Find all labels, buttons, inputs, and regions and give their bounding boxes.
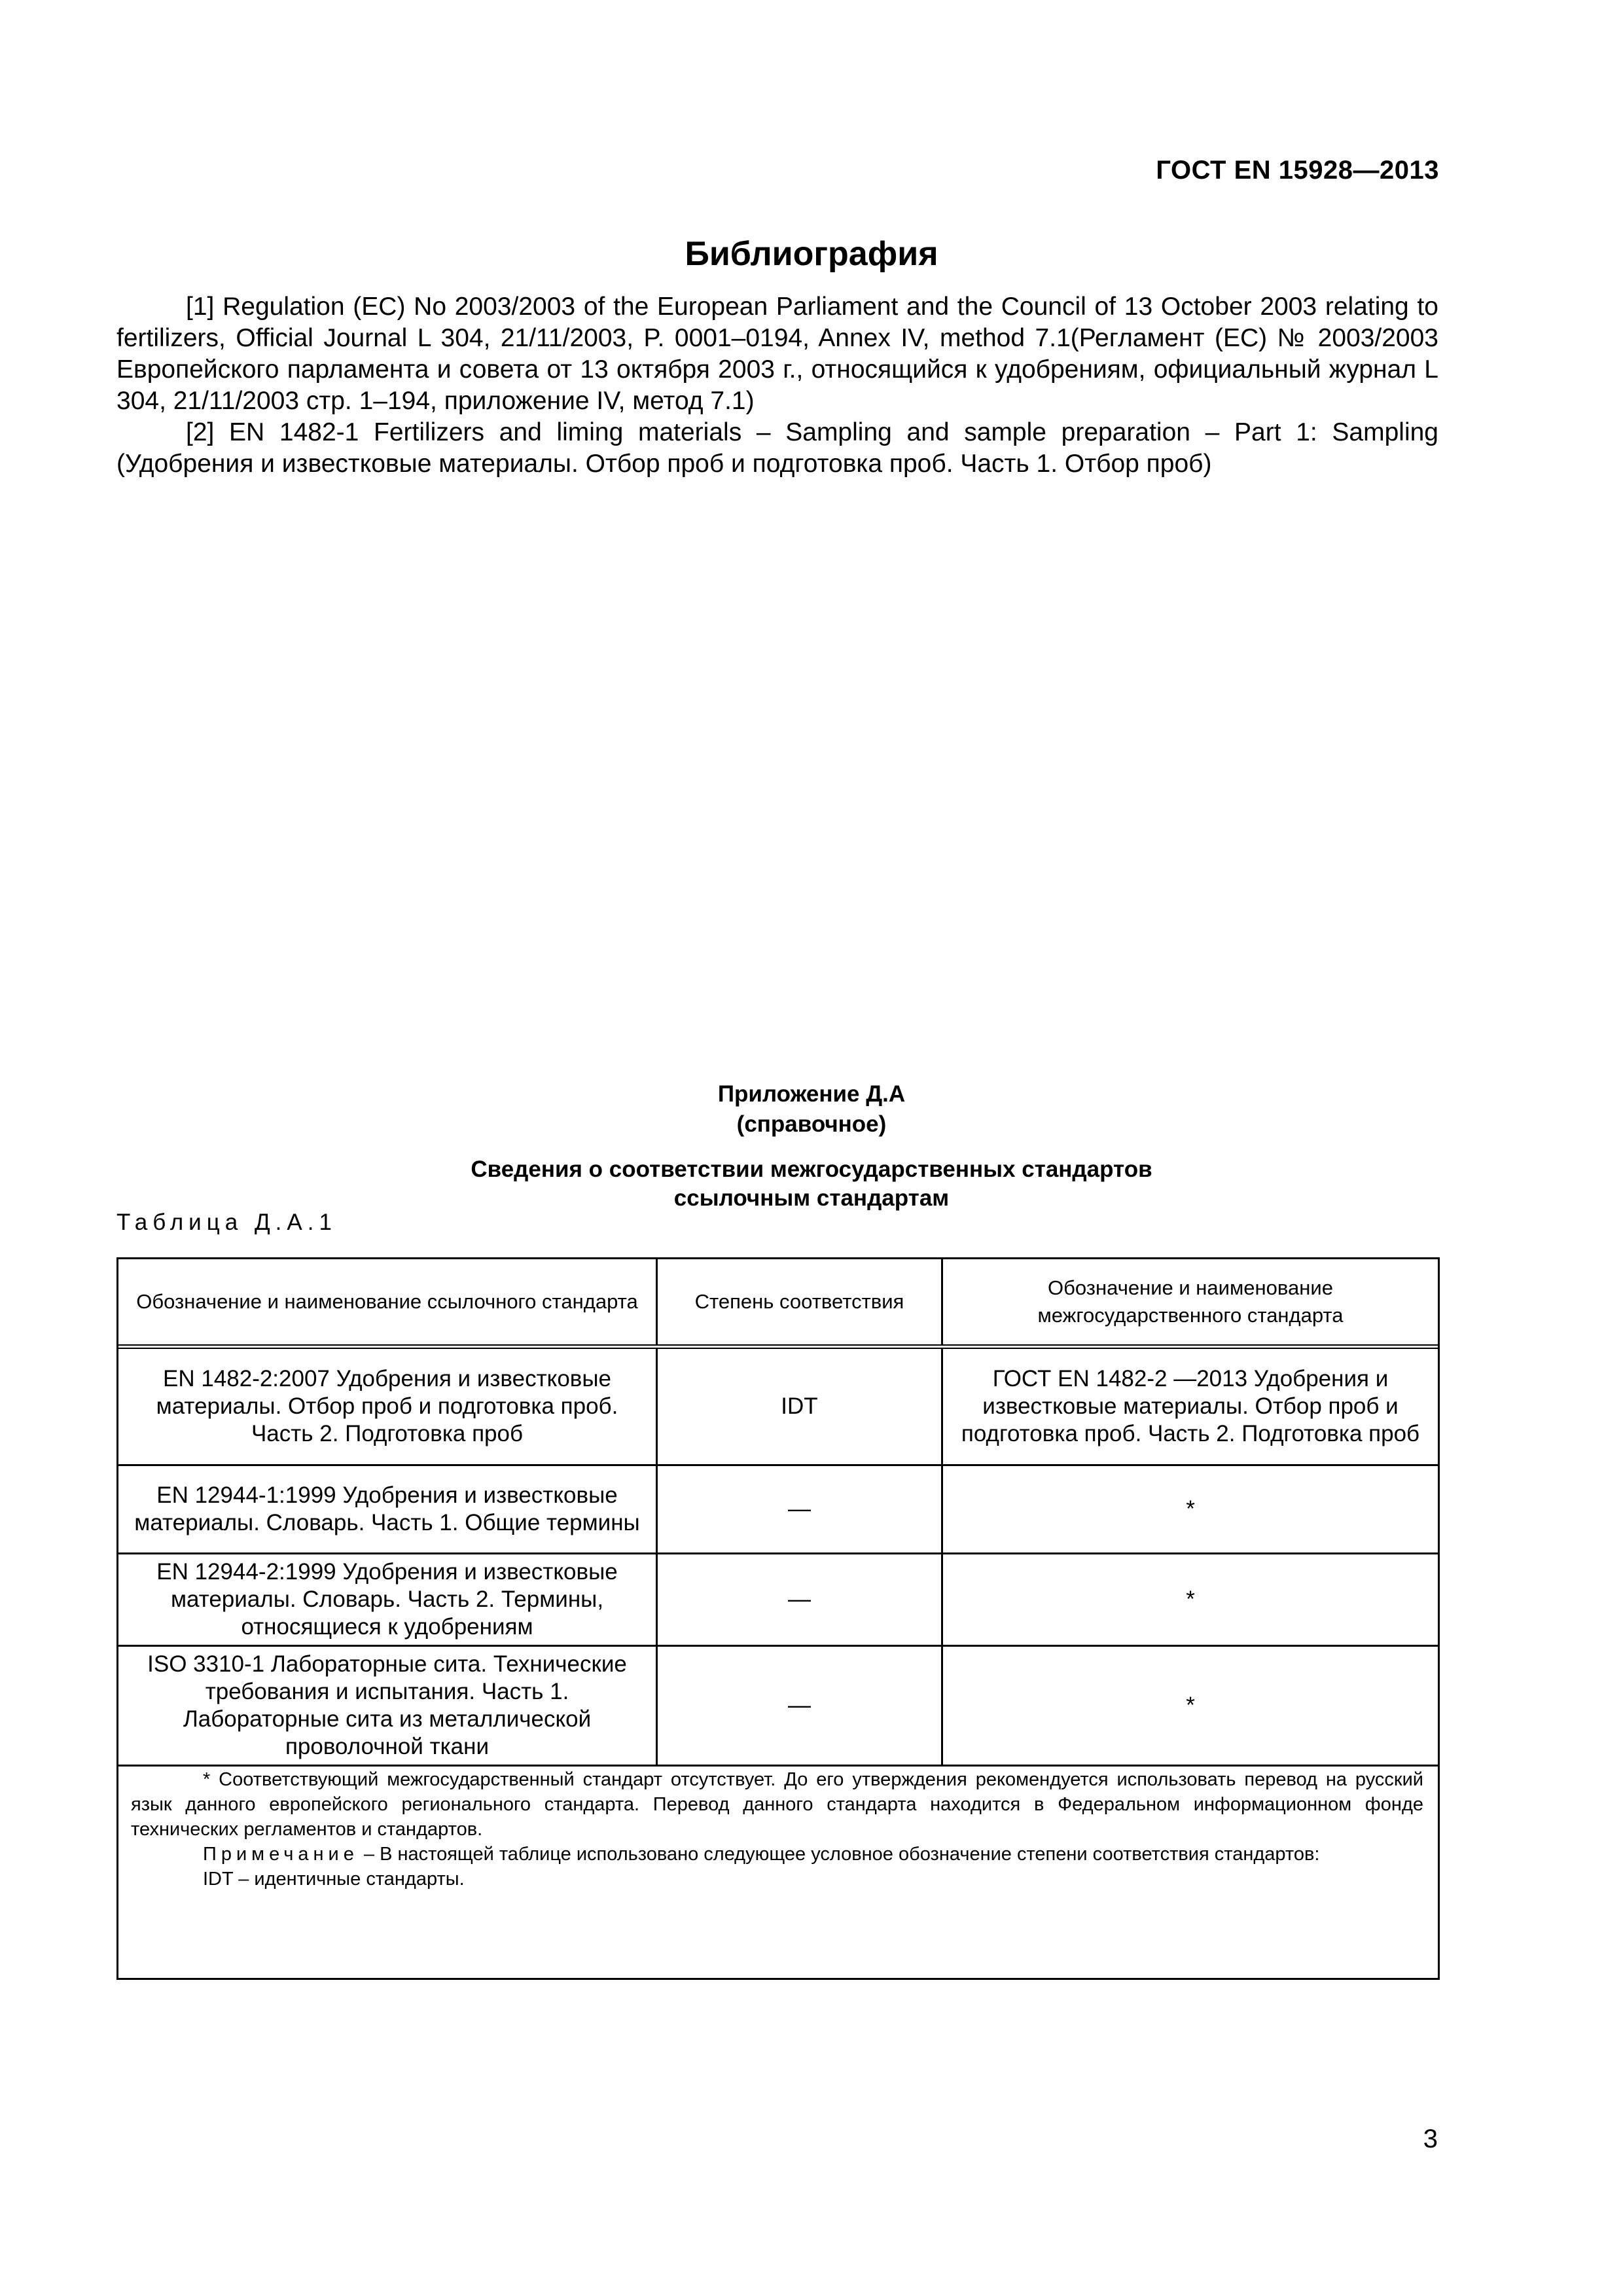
annex-heading-line: Сведения о соответствии межгосударственных стандартов	[471, 1157, 1152, 1182]
annex-heading-line: ссылочным стандартам	[673, 1185, 950, 1211]
annex-heading	[0, 1155, 1623, 1213]
table-cell: —	[657, 1465, 942, 1554]
table-cell: EN 12944-1:1999 Удобрения и известковые материалы. Словарь. Часть 1. Общие термины	[118, 1465, 657, 1554]
table-row	[118, 1465, 1439, 1554]
bibliography-entry: [2] EN 1482-1 Fertilizers and liming materials – Sampling and sample preparation – Part 1: Sampling (Удобрения и известковые материалы. Отбор проб и подготовка проб. Часть 1. Отбор проб)	[116, 418, 1438, 478]
footnote: * Соответствующий межгосударственный стандарт отсутствует. До его утверждения рекомендуется использовать перевод на русский язык данного европейского регионального стандарта. Перевод данного стандарта находится в Федеральном информационном фонде технических регламентов и стандартов.	[131, 1769, 1423, 1840]
bibliography-entry: [1] Regulation (EC) No 2003/2003 of the European Parliament and the Council of 13 October 2003 relating to fertilizers, Official Journal L 304, 21/11/2003, P. 0001–0194, Annex IV, method 7.1(Регламент (ЕС) № 2003/2003 Европейского парламента и совета от 13 октября 2003 г., относящийся к удобрениям, официальный журнал L 304, 21/11/2003 стр. 1–194, приложение IV, метод 7.1)	[116, 293, 1438, 415]
table-cell: ISO 3310-1 Лабораторные сита. Технические требования и испытания. Часть 1. Лабораторные сита из металлической проволочной ткани	[118, 1646, 657, 1766]
table-cell: *	[942, 1646, 1439, 1766]
table-row	[118, 1646, 1439, 1766]
table-cell: EN 12944-2:1999 Удобрения и известковые материалы. Словарь. Часть 2. Термины, относящиеся к удобрениям	[118, 1554, 657, 1646]
table-row	[118, 1554, 1439, 1646]
table-cell: —	[657, 1554, 942, 1646]
column-header: Обозначение и наименование ссылочного стандарта	[118, 1259, 657, 1347]
bibliography-title: Библиография	[685, 235, 938, 273]
table-notes	[131, 1767, 1423, 1892]
column-header: Обозначение и наименование межгосударственного стандарта	[942, 1259, 1439, 1347]
table-header-row	[118, 1259, 1439, 1347]
table-cell: *	[942, 1554, 1439, 1646]
table-row	[118, 1347, 1439, 1465]
table-cell: *	[942, 1465, 1439, 1554]
note-text: – В настоящей таблице использовано следующее условное обозначение степени соответствия стандартов:	[358, 1844, 1320, 1865]
document-number: ГОСТ EN 15928—2013	[1156, 156, 1439, 185]
note-label: Примечание	[203, 1844, 359, 1865]
table-cell: —	[657, 1646, 942, 1766]
annex-title: Приложение Д.А	[717, 1081, 906, 1107]
table-cell: IDT	[657, 1347, 942, 1465]
note	[131, 1842, 1423, 1867]
page-number: 3	[1423, 2125, 1438, 2153]
table-cell: EN 1482-2:2007 Удобрения и известковые материалы. Отбор проб и подготовка проб. Часть 2. Подготовка проб	[118, 1347, 657, 1465]
annex-subtitle: (справочное)	[736, 1111, 887, 1137]
correspondence-table	[116, 1257, 1440, 1767]
bibliography-list	[116, 291, 1438, 480]
table-cell: ГОСТ EN 1482-2 —2013 Удобрения и известковые материалы. Отбор проб и подготовка проб. Часть 2. Подготовка проб	[942, 1347, 1439, 1465]
table-label: Таблица Д.А.1	[116, 1210, 337, 1235]
idt-definition: IDT – идентичные стандарты.	[203, 1869, 465, 1890]
column-header: Степень соответствия	[657, 1259, 942, 1347]
